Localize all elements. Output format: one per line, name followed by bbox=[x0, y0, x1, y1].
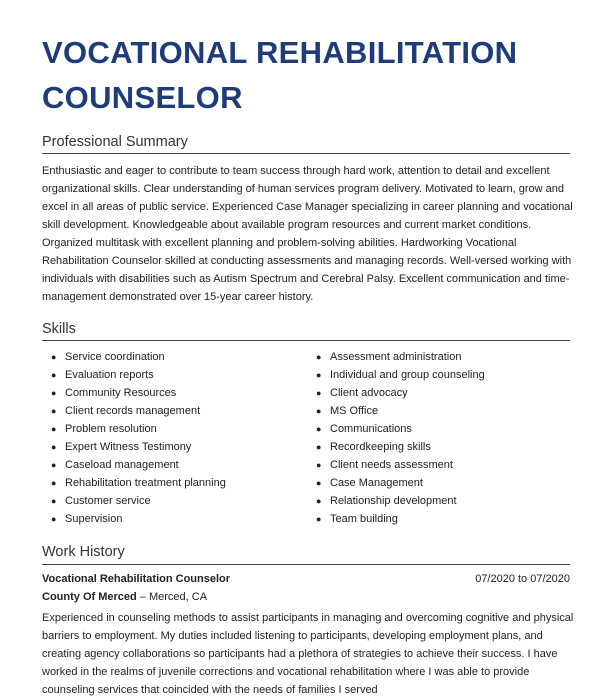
bullet-icon: ● bbox=[316, 460, 322, 470]
skill-item: ● Team building bbox=[330, 510, 485, 528]
resume-title-line-1: VOCATIONAL REHABILITATION bbox=[42, 35, 518, 70]
bullet-icon: ● bbox=[316, 406, 322, 416]
bullet-icon: ● bbox=[51, 424, 57, 434]
job-dates: 07/2020 to 07/2020 bbox=[475, 573, 570, 585]
skill-item: ● Recordkeeping skills bbox=[330, 438, 485, 456]
bullet-icon: ● bbox=[316, 352, 322, 362]
skill-item: ● Service coordination bbox=[65, 348, 226, 366]
skill-item: ● Problem resolution bbox=[65, 420, 226, 438]
bullet-icon: ● bbox=[316, 496, 322, 506]
bullet-icon: ● bbox=[51, 388, 57, 398]
skill-item: ● Client advocacy bbox=[330, 384, 485, 402]
bullet-icon: ● bbox=[316, 478, 322, 488]
summary-heading: Professional Summary bbox=[42, 134, 188, 150]
skill-item: ● Expert Witness Testimony bbox=[65, 438, 226, 456]
bullet-icon: ● bbox=[51, 442, 57, 452]
skill-item: ● Communications bbox=[330, 420, 485, 438]
skill-item: ● Case Management bbox=[330, 474, 485, 492]
job-title: Vocational Rehabilitation Counselor bbox=[42, 573, 231, 585]
bullet-icon: ● bbox=[316, 514, 322, 524]
skill-item: ● Client records management bbox=[65, 402, 226, 420]
skills-list-right bbox=[316, 348, 485, 528]
skills-list-left bbox=[51, 348, 226, 528]
skill-item: ● MS Office bbox=[330, 402, 485, 420]
job-location: Merced, CA bbox=[148, 591, 208, 603]
skill-item: ● Customer service bbox=[65, 492, 226, 510]
bullet-icon: ● bbox=[51, 460, 57, 470]
skill-item: ● Supervision bbox=[65, 510, 226, 528]
skill-item: ● Relationship development bbox=[330, 492, 485, 510]
skill-item: ● Client needs assessment bbox=[330, 456, 485, 474]
bullet-icon: ● bbox=[316, 388, 322, 398]
bullet-icon: ● bbox=[51, 352, 57, 362]
job-description: Experienced in counseling methods to assist participants in managing and overcoming cognitive and physical barriers to employment. My duties included listening to participants, developing employment plans, and creating agency collaborations so participants had a plethora of strategies to achieve their success. I have worked in the realms of juvenile corrections and vocational rehabilitation where I was able to provide counseling services that coincided with the needs of families I served bbox=[42, 612, 574, 696]
job-employer bbox=[42, 591, 207, 603]
skill-item: ● Evaluation reports bbox=[65, 366, 226, 384]
work-history-heading: Work History bbox=[42, 544, 125, 560]
bullet-icon: ● bbox=[51, 370, 57, 380]
resume-title bbox=[42, 30, 582, 120]
bullet-icon: ● bbox=[316, 370, 322, 380]
company-name: County Of Merced bbox=[42, 591, 137, 603]
bullet-icon: ● bbox=[51, 406, 57, 416]
bullet-icon: ● bbox=[51, 514, 57, 524]
skill-item: ● Assessment administration bbox=[330, 348, 485, 366]
bullet-icon: ● bbox=[316, 424, 322, 434]
bullet-icon: ● bbox=[51, 478, 57, 488]
skill-item: ● Individual and group counseling bbox=[330, 366, 485, 384]
skills-heading: Skills bbox=[42, 321, 76, 337]
summary-text: Enthusiastic and eager to contribute to team success through hard work, attention to detail and excellent organizational skills. Clear understanding of human services program delivery. Motivated to learn, grow and excel in all areas of public service. Experienced Case Manager specializing in career planning and vocational skill development. Knowledgeable about available program resources and current market conditions. Organized multitask with excellent planning and problem-solving abilities. Hardworking Vocational Rehabilitation Counselor skilled at conducting assessments and managing records. Well-versed working with individuals with disabilities such as Autism Spectrum and Cerebral Palsy. Excellent communication and time-management demonstrated over 15-year career history. bbox=[42, 165, 573, 303]
skill-item: ● Rehabilitation treatment planning bbox=[65, 474, 226, 492]
bullet-icon: ● bbox=[316, 442, 322, 452]
work-history-divider bbox=[42, 564, 570, 565]
resume-title-line-2: COUNSELOR bbox=[42, 80, 243, 115]
location-separator: – bbox=[136, 591, 149, 603]
skill-item: ● Community Resources bbox=[65, 384, 226, 402]
skills-divider bbox=[42, 340, 570, 341]
summary-divider bbox=[42, 153, 570, 154]
bullet-icon: ● bbox=[51, 496, 57, 506]
skill-item: ● Caseload management bbox=[65, 456, 226, 474]
